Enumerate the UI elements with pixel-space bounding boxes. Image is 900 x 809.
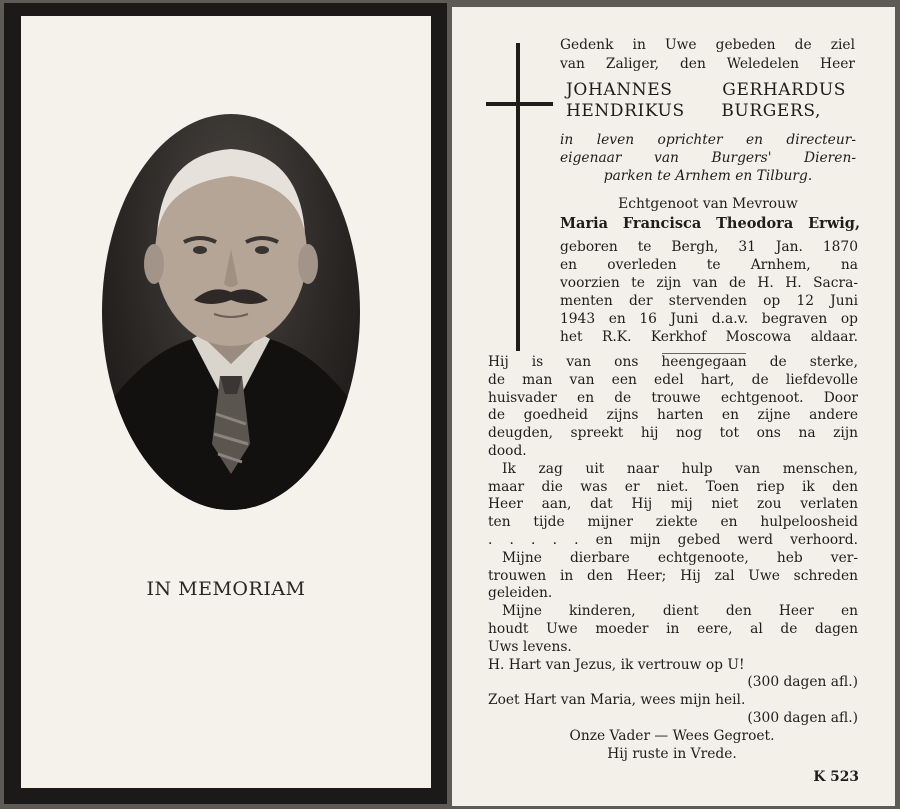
memorial-text-line: geleiden. <box>488 585 553 602</box>
in-memoriam-caption: IN MEMORIAM <box>146 578 306 600</box>
spouse-name: Maria Francisca Theodora Erwig, <box>560 215 860 232</box>
card-code: K 523 <box>813 769 859 785</box>
occupation-line-3: parken te Arnhem en Tilburg. <box>603 168 813 184</box>
memorial-text-line: Ik zag uit naar hulp van menschen, <box>502 460 858 477</box>
memorial-text-line: de man van een edel hart, de liefdevolle <box>488 371 858 388</box>
memorial-text-line: (300 dagen afl.) <box>747 674 858 691</box>
cross-icon-vertical <box>516 43 520 351</box>
memorial-text-line: (300 dagen afl.) <box>747 710 858 726</box>
deceased-name-line-2: HENDRIKUS BURGERS, <box>566 101 821 121</box>
bio-line-6: het R.K. Kerkhof Moscowa aldaar. <box>560 329 858 345</box>
memorial-text-line: Hij is van ons heengegaan de sterke, <box>488 354 858 370</box>
portrait-illustration <box>102 114 360 510</box>
deceased-name-line-1: JOHANNES GERHARDUS <box>566 80 846 100</box>
memorial-text-line: huisvader en de trouwe echtgenoot. Door <box>488 389 858 406</box>
bio-line-5: 1943 en 16 Juni d.a.v. begraven op <box>560 311 858 327</box>
spouse-intro: Echtgenoot van Mevrouw <box>618 196 798 212</box>
memorial-text-line: . . . . . en mijn gebed werd verhoord. <box>488 532 858 548</box>
header-line-1: Gedenk in Uwe gebeden de ziel <box>560 37 855 53</box>
header-line-2: van Zaliger, den Weledelen Heer <box>560 56 855 72</box>
memorial-text-line: dood. <box>488 443 527 459</box>
memorial-text-line: ten tijde mijner ziekte en hulpeloosheid <box>488 514 858 531</box>
memorial-text-line: Onze Vader — Wees Gegroet. <box>569 727 775 744</box>
memorial-text-line: Uws levens. <box>488 638 572 655</box>
memorial-card-front <box>4 3 447 804</box>
memorial-text-line: Hij ruste in Vrede. <box>607 745 737 762</box>
occupation-line-1: in leven oprichter en directeur- <box>560 132 856 148</box>
memorial-text-line: trouwen in den Heer; Hij zal Uwe schreden <box>488 567 858 584</box>
bio-line-1: geboren te Bergh, 31 Jan. 1870 <box>560 239 858 255</box>
memorial-text-line: Mijne dierbare echtgenoote, heb ver- <box>502 549 858 566</box>
memorial-card-back <box>452 7 895 806</box>
memorial-text-line: Mijne kinderen, dient den Heer en <box>502 603 858 620</box>
memorial-text-line: houdt Uwe moeder in eere, al de dagen <box>488 621 858 637</box>
cross-icon-horizontal <box>486 102 553 106</box>
bio-line-4: menten der stervenden op 12 Juni <box>560 293 858 309</box>
bio-line-3: voorzien te zijn van de H. H. Sacra- <box>560 275 858 291</box>
memorial-text-line: Heer aan, dat Hij mij niet zou verlaten <box>488 496 858 513</box>
memorial-text-line: de goedheid zijns harten en zijne andere <box>488 407 858 424</box>
card-front-panel <box>21 16 431 788</box>
memorial-text-line: Zoet Hart van Maria, wees mijn heil. <box>488 692 746 709</box>
bio-line-2: en overleden te Arnhem, na <box>560 257 858 273</box>
memorial-text-line: deugden, spreekt hij nog tot ons na zijn <box>488 425 858 442</box>
occupation-line-2: eigenaar van Burgers' Dieren- <box>560 150 856 166</box>
portrait-photo <box>102 114 360 510</box>
memorial-text-line: H. Hart van Jezus, ik vertrouw op U! <box>488 656 745 673</box>
memorial-text-line: maar die was er niet. Toen riep ik den <box>488 478 858 495</box>
